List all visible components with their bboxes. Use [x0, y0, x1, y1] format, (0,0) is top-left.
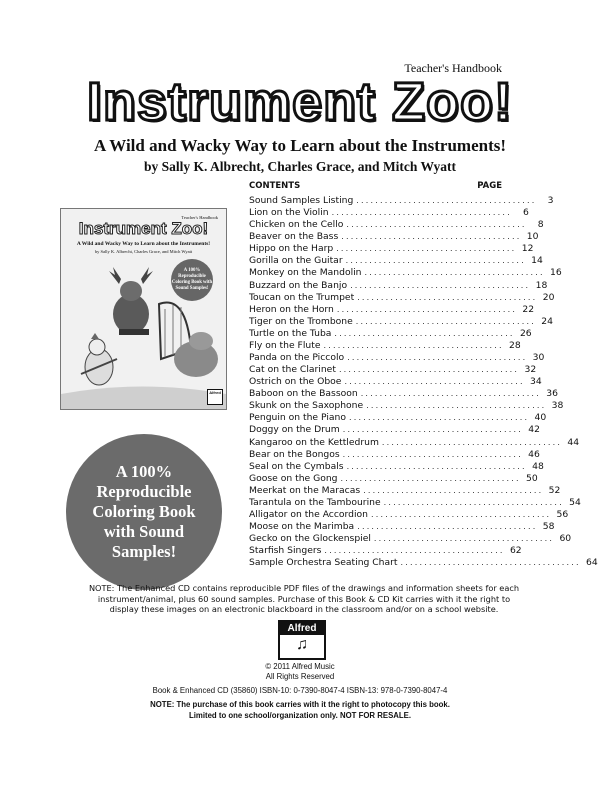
dot-leader: ...................................... — [340, 473, 521, 483]
cover-badge: A 100% Reproducible Coloring Book with Sound Samples! — [171, 259, 213, 301]
rights: All Rights Reserved — [265, 672, 335, 681]
contents-item-label: Penguin on the Piano — [249, 412, 346, 424]
legal-line-1: NOTE: The purchase of this book carries with it the right to photocopy this book. — [150, 700, 450, 709]
contents-item-label: Panda on the Piccolo — [249, 352, 345, 364]
contents-item-label: Sample Orchestra Seating Chart — [249, 557, 398, 569]
alfred-logo-text: Alfred — [280, 622, 324, 635]
contents-item-label: Skunk on the Saxophone — [249, 400, 364, 412]
contents-item — [249, 521, 555, 533]
contents-item-page: 32 — [524, 364, 537, 376]
dot-leader: ...................................... — [342, 449, 523, 459]
contents-item-page: 18 — [535, 279, 548, 291]
contents-item — [249, 388, 558, 400]
cd-note: NOTE: The Enhanced CD contains reproducible PDF files of the drawings and information sheets for each instrument/animal, plus 60 sound samples. Purchase of this Book & CD Kit carries with it the right to display these images on an electronic blackboard in the classroom and/or on a school website. — [88, 583, 520, 615]
contents-item-page: 62 — [509, 545, 522, 557]
contents-item — [249, 255, 543, 267]
page-title: Instrument Zoo! — [87, 72, 513, 132]
authors: by Sally K. Albrecht, Charles Grace, and Mitch Wyatt — [143, 159, 457, 174]
contents-item-label: Tiger on the Trombone — [249, 315, 353, 327]
cover-authors: by Sally K. Albrecht, Charles Grace, and Mitch Wyatt — [94, 249, 193, 254]
contents-item-label: Kangaroo on the Kettledrum — [249, 436, 379, 448]
contents-item-label: Hippo on the Harp — [249, 243, 334, 255]
contents-item — [249, 364, 537, 376]
contents-item-label: Alligator on the Accordion — [249, 509, 368, 521]
contents-item — [249, 339, 521, 352]
contents-item-label: Baboon on the Bassoon — [249, 388, 358, 400]
contents-item — [249, 448, 540, 461]
reproducible-badge — [66, 434, 222, 590]
alfred-logo — [278, 620, 326, 660]
contents-item-label: Toucan on the Trumpet — [249, 291, 355, 303]
handbook-label: Teacher's Handbook — [404, 61, 502, 75]
contents-item — [249, 207, 529, 219]
dot-leader: ...................................... — [383, 497, 564, 507]
contents-item-page: 26 — [519, 327, 532, 339]
contents-item — [249, 545, 522, 557]
legal-notice — [0, 700, 600, 721]
contents-item-label: Gecko on the Glockenspiel — [249, 533, 371, 545]
contents-item-label: Buzzard on the Banjo — [249, 279, 348, 291]
contents-item — [249, 484, 561, 497]
copyright: © 2011 Alfred Music — [265, 662, 335, 671]
contents-item-page: 56 — [556, 509, 569, 521]
contents-item-page: 14 — [531, 255, 543, 267]
isbn-line: Book & Enhanced CD (35860) ISBN-10: 0-7390-8047-4 ISBN-13: 978-0-7390-8047-4 — [152, 686, 448, 695]
contents-item-page: 42 — [528, 424, 540, 436]
dot-leader: ...................................... — [324, 546, 505, 556]
dot-leader: ...................................... — [373, 534, 555, 544]
cover-alfred-logo: Alfred — [207, 389, 223, 405]
contents-item-page: 52 — [548, 484, 561, 496]
dot-leader: ...................................... — [363, 485, 544, 495]
contents-item-label: Sound Samples Listing — [249, 195, 354, 206]
contents-item — [249, 460, 544, 473]
contents-item-page: 12 — [521, 243, 534, 255]
dot-leader: ...................................... — [346, 461, 527, 471]
contents-item — [249, 279, 548, 292]
dot-leader: ...................................... — [355, 316, 536, 326]
contents-item-page: 44 — [567, 436, 580, 448]
copyright-block — [0, 662, 600, 682]
contents-item-page: 8 — [537, 219, 544, 231]
contents-item-label: Turtle on the Tuba — [249, 327, 332, 339]
dot-leader: ...................................... — [346, 220, 527, 230]
cover-title: Instrument Zoo! — [78, 219, 209, 238]
contents-item-page: 40 — [534, 412, 547, 424]
contents-list — [249, 195, 598, 569]
dot-leader: ...................................... — [350, 280, 531, 290]
contents-item-page: 48 — [532, 460, 544, 472]
dot-leader: ...................................... — [400, 558, 581, 568]
contents-item-label: Gorilla on the Guitar — [249, 255, 343, 267]
contents-item — [249, 496, 581, 509]
contents-item-page: 38 — [551, 400, 564, 412]
contents-item-label: Lion on the Violin — [249, 207, 329, 219]
contents-item-label: Goose on the Gong — [249, 472, 338, 484]
dot-leader: ...................................... — [356, 196, 537, 205]
contents-item — [249, 557, 598, 569]
contents-item-page: 22 — [522, 303, 535, 315]
dot-leader: ...................................... — [360, 389, 541, 399]
contents-item — [249, 219, 544, 231]
contents-item — [249, 412, 547, 424]
dot-leader: ...................................... — [334, 328, 515, 338]
contents-item-page: 28 — [509, 339, 521, 351]
contents-item-page: 20 — [542, 291, 555, 303]
page-heading: PAGE — [477, 181, 502, 191]
contents-item — [249, 243, 534, 255]
contents-item-page: 10 — [526, 231, 539, 243]
contents-item — [249, 195, 554, 207]
contents-item-page: 36 — [546, 388, 558, 400]
contents-item — [249, 509, 569, 521]
badge-text: A 100% Reproducible Coloring Book with Sound Samples! — [92, 462, 196, 561]
contents-item-page: 54 — [569, 496, 581, 508]
contents-item — [249, 533, 572, 545]
cover-handbook-label: Teacher's Handbook — [181, 215, 218, 220]
dot-leader: ...................................... — [357, 522, 538, 532]
contents-item — [249, 376, 542, 388]
contents-item — [249, 424, 540, 436]
contents-item-label: Beaver on the Bass — [249, 231, 339, 243]
contents-item — [249, 303, 535, 316]
contents-item-page: 46 — [528, 448, 540, 460]
dot-leader: ...................................... — [336, 304, 518, 314]
contents-item — [249, 291, 555, 304]
cover-illustration — [61, 209, 226, 409]
dot-leader: ...................................... — [348, 413, 530, 423]
contents-item-label: Doggy on the Drum — [249, 424, 340, 436]
contents-item-page: 30 — [532, 352, 545, 364]
dot-leader: ...................................... — [341, 232, 522, 242]
dot-leader: ...................................... — [357, 292, 538, 302]
contents-item-page: 64 — [586, 557, 598, 569]
contents-item-page: 6 — [522, 207, 529, 219]
contents-item-label: Moose on the Marimba — [249, 521, 355, 533]
contents-item — [249, 327, 532, 340]
contents-item-page: 34 — [529, 376, 542, 388]
contents-item-page: 50 — [526, 472, 538, 484]
subtitle: A Wild and Wacky Way to Learn about the Instruments! — [93, 136, 507, 155]
contents-item-label: Tarantula on the Tambourine — [249, 496, 381, 508]
dot-leader: ...................................... — [370, 510, 552, 520]
dot-leader: ...................................... — [345, 256, 526, 266]
cover-subtitle: A Wild and Wacky Way to Learn about the Instruments! — [76, 241, 211, 247]
contents-item-label: Heron on the Horn — [249, 303, 334, 315]
contents-item — [249, 315, 553, 328]
contents-item-label: Chicken on the Cello — [249, 219, 344, 231]
contents-item-page: 58 — [542, 521, 555, 533]
dot-leader: ...................................... — [342, 425, 523, 435]
dot-leader: ...................................... — [381, 437, 563, 447]
dot-leader: ...................................... — [366, 401, 547, 411]
contents-item-label: Fly on the Flute — [249, 339, 321, 351]
alfred-a-icon: ♫ — [296, 636, 308, 653]
contents-item-label: Meerkat on the Maracas — [249, 484, 361, 496]
dot-leader: ...................................... — [344, 377, 525, 387]
contents-item — [249, 231, 539, 243]
dot-leader: ...................................... — [338, 365, 520, 375]
contents-item — [249, 400, 564, 412]
contents-item-label: Starfish Singers — [249, 545, 322, 557]
cover-thumbnail — [60, 208, 227, 410]
contents-item-page: 3 — [547, 195, 554, 206]
contents-item-label: Monkey on the Mandolin — [249, 267, 362, 279]
contents-item-page: 60 — [559, 533, 572, 545]
contents-heading: CONTENTS — [249, 181, 301, 191]
contents-item — [249, 436, 580, 449]
contents-item-page: 24 — [541, 315, 553, 327]
table-of-contents — [249, 181, 598, 569]
legal-line-2: Limited to one school/organization only. NOT FOR RESALE. — [188, 710, 412, 720]
contents-item-label: Bear on the Bongos — [249, 448, 340, 460]
contents-item-label: Seal on the Cymbals — [249, 460, 344, 472]
contents-item-label: Cat on the Clarinet — [249, 364, 336, 376]
dot-leader: ...................................... — [336, 244, 517, 254]
dot-leader: ...................................... — [347, 353, 528, 363]
dot-leader: ...................................... — [323, 340, 504, 350]
contents-item-page: 16 — [550, 267, 562, 279]
dot-leader: ...................................... — [331, 208, 512, 218]
contents-item — [249, 472, 538, 485]
contents-header — [249, 181, 502, 195]
dot-leader: ...................................... — [364, 268, 545, 278]
contents-item-label: Ostrich on the Oboe — [249, 376, 342, 388]
contents-item — [249, 352, 545, 364]
contents-item — [249, 267, 562, 279]
